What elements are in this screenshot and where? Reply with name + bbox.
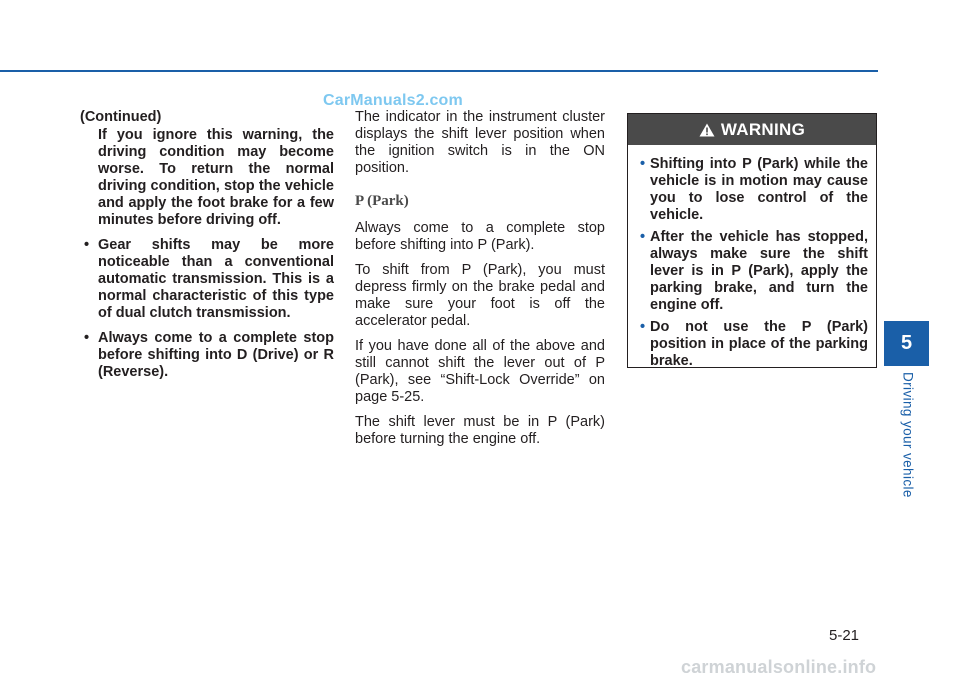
watermark-bottom: carmanualsonline.info xyxy=(681,657,877,677)
warning-triangle-icon xyxy=(699,123,715,137)
left-column xyxy=(80,109,334,389)
bullet-icon: • xyxy=(640,229,646,245)
bullet-icon: • xyxy=(84,330,90,346)
bullet-icon: • xyxy=(640,319,646,335)
chapter-number-tab: 5 xyxy=(884,321,929,366)
left-bullet-list xyxy=(80,237,334,381)
page-number: 5-21 xyxy=(829,627,860,644)
park-subheading: P (Park) xyxy=(355,193,409,209)
list-item xyxy=(640,156,868,224)
bullet-icon: • xyxy=(640,156,646,172)
park-paragraph-2: To shift from P (Park), you must depress firmly on the brake pedal and make sure your foot is off the accelerator pedal. xyxy=(355,262,605,329)
continued-label: (Continued) xyxy=(80,109,162,125)
park-paragraph-3: If you have done all of the above and still cannot shift the lever out of P (Park), see “Shift-Lock Override” on page 5-25. xyxy=(355,338,605,405)
warning-text: Do not use the P (Park) position in place of the parking brake. xyxy=(650,319,868,369)
chapter-label: Driving your vehicle xyxy=(900,372,916,498)
bullet-text: Always come to a complete stop before shifting into D (Drive) or R (Reverse). xyxy=(98,330,334,380)
warning-title: WARNING xyxy=(720,119,806,139)
warning-text: After the vehicle has stopped, always make sure the shift lever is in P (Park), apply the parking brake, and turn the engine off. xyxy=(650,229,868,313)
warning-text: Shifting into P (Park) while the vehicle is in motion may cause you to lose control of the vehicle. xyxy=(650,156,868,223)
park-paragraph-1: Always come to a complete stop before shifting into P (Park). xyxy=(355,220,605,253)
continued-paragraph: If you ignore this warning, the driving condition may become worse. To return the normal driving condition, stop the vehicle and apply the foot brake for a few minutes before driving off. xyxy=(98,127,334,228)
middle-column xyxy=(355,109,605,456)
header-rule xyxy=(0,70,878,72)
list-item xyxy=(640,319,868,370)
warning-header xyxy=(628,114,876,145)
warning-list xyxy=(640,156,868,370)
park-paragraph-4: The shift lever must be in P (Park) before turning the engine off. xyxy=(355,414,605,447)
warning-body xyxy=(628,145,876,370)
list-item xyxy=(640,229,868,314)
bullet-text: Gear shifts may be more noticeable than a conventional automatic transmission. This is a normal characteristic of this type of dual clutch transmission. xyxy=(98,237,334,321)
indicator-paragraph: The indicator in the instrument cluster displays the shift lever position when the ignition switch is in the ON position. xyxy=(355,109,605,176)
list-item xyxy=(80,237,334,322)
list-item xyxy=(80,330,334,381)
watermark-top: CarManuals2.com xyxy=(323,92,463,109)
warning-box xyxy=(627,113,877,368)
bullet-icon: • xyxy=(84,237,90,253)
